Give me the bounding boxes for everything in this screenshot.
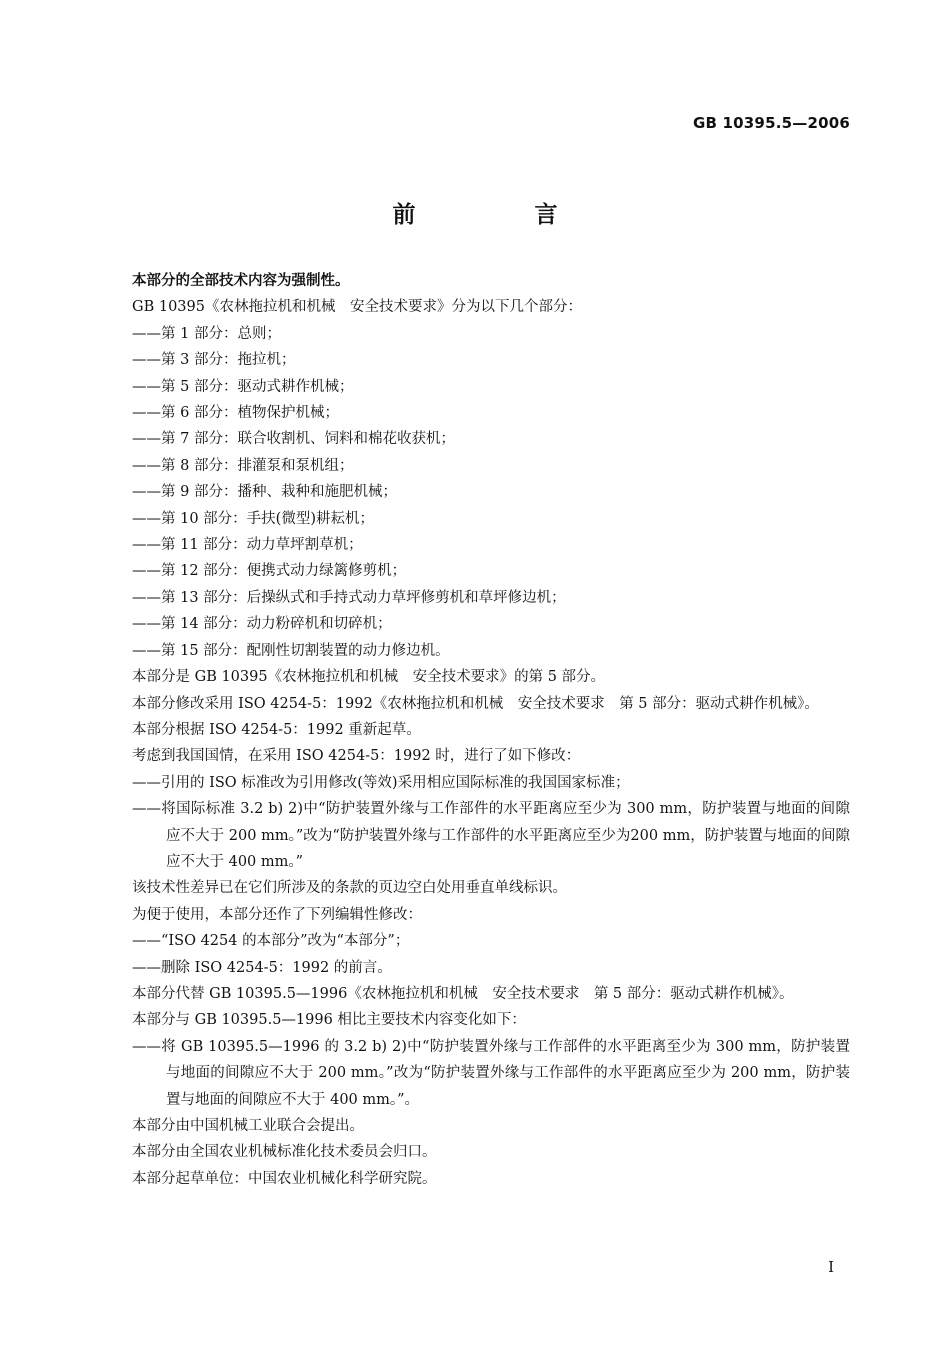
paragraph: 本部分修改采用 ISO 4254-5：1992《农林拖拉机和机械 安全技术要求 第 5 部分：驱动式耕作机械》。 bbox=[132, 695, 819, 712]
paragraph: 本部分起草单位：中国农业机械化科学研究院。 bbox=[132, 1170, 437, 1187]
list-item: ——第 6 部分：植物保护机械； bbox=[132, 405, 339, 422]
paragraph: GB 10395《农林拖拉机和机械 安全技术要求》分为以下几个部分： bbox=[132, 299, 582, 316]
paragraph: 本部分代替 GB 10395.5—1996《农林拖拉机和机械 安全技术要求 第 5 部分：驱动式耕作机械》。 bbox=[132, 985, 794, 1002]
paragraph: 本部分是 GB 10395《农林拖拉机和机械 安全技术要求》的第 5 部分。 bbox=[132, 669, 606, 686]
list-item: ——第 10 部分：手扶(微型)耕耘机； bbox=[132, 510, 374, 527]
list-item: ——将国际标准 3.2 b) 2)中“防护装置外缘与工作部件的水平距离应至少为 300 mm，防护装置与地面的间隙应不大于 200 mm。”改为“防护装置外缘与工作部件的水平距离应至少为200 mm，防护装置与地面的间隙应不大于 400 mm。” bbox=[132, 801, 850, 870]
standard-number: GB 10395.5—2006 bbox=[692, 114, 850, 132]
list-item: ——第 14 部分：动力粉碎机和切碎机； bbox=[132, 616, 392, 633]
paragraph: 本部分根据 ISO 4254-5：1992 重新起草。 bbox=[132, 721, 421, 738]
paragraph: 本部分由全国农业机械标准化技术委员会归口。 bbox=[132, 1144, 437, 1161]
paragraph: 本部分与 GB 10395.5—1996 相比主要技术内容变化如下： bbox=[132, 1012, 526, 1029]
list-item: ——“ISO 4254 的本部分”改为“本部分”； bbox=[132, 933, 410, 950]
paragraph: 本部分的全部技术内容为强制性。 bbox=[132, 273, 350, 289]
page-number: I bbox=[828, 1258, 834, 1276]
list-item: ——第 8 部分：排灌泵和泵机组； bbox=[132, 457, 354, 474]
list-item: ——第 1 部分：总则； bbox=[132, 325, 281, 342]
paragraph: 为便于使用，本部分还作了下列编辑性修改： bbox=[132, 906, 422, 923]
list-item: ——第 7 部分：联合收割机、饲料和棉花收获机； bbox=[132, 431, 455, 448]
list-item: ——第 5 部分：驱动式耕作机械； bbox=[132, 378, 354, 395]
page-title: 前 言 bbox=[392, 202, 606, 228]
list-item: ——第 11 部分：动力草坪割草机； bbox=[132, 537, 363, 554]
paragraph: 考虑到我国国情，在采用 ISO 4254-5：1992 时，进行了如下修改： bbox=[132, 748, 581, 765]
list-item: ——删除 ISO 4254-5：1992 的前言。 bbox=[132, 959, 392, 976]
list-item: ——将 GB 10395.5—1996 的 3.2 b) 2)中“防护装置外缘与工作部件的水平距离至少为 300 mm，防护装置与地面的间隙应不大于 200 mm。”改为“防护装置外缘与工作部件的水平距离应至少为 200 mm，防护装置与地面的间隙应不大于 400 mm。”。 bbox=[132, 1038, 850, 1108]
paragraph: 该技术性差异已在它们所涉及的条款的页边空白处用垂直单线标识。 bbox=[132, 880, 567, 897]
paragraph: 本部分由中国机械工业联合会提出。 bbox=[132, 1118, 364, 1134]
body-text bbox=[84, 268, 850, 1192]
list-item: ——第 12 部分：便携式动力绿篱修剪机； bbox=[132, 563, 407, 580]
list-item: ——第 9 部分：播种、栽种和施肥机械； bbox=[132, 484, 397, 501]
list-item: ——第 3 部分：拖拉机； bbox=[132, 352, 296, 369]
list-item: ——引用的 ISO 标准改为引用修改(等效)采用相应国际标准的我国国家标准； bbox=[132, 774, 630, 791]
list-item: ——第 15 部分：配刚性切割装置的动力修边机。 bbox=[132, 642, 450, 659]
list-item: ——第 13 部分：后操纵式和手持式动力草坪修剪机和草坪修边机； bbox=[132, 589, 566, 606]
